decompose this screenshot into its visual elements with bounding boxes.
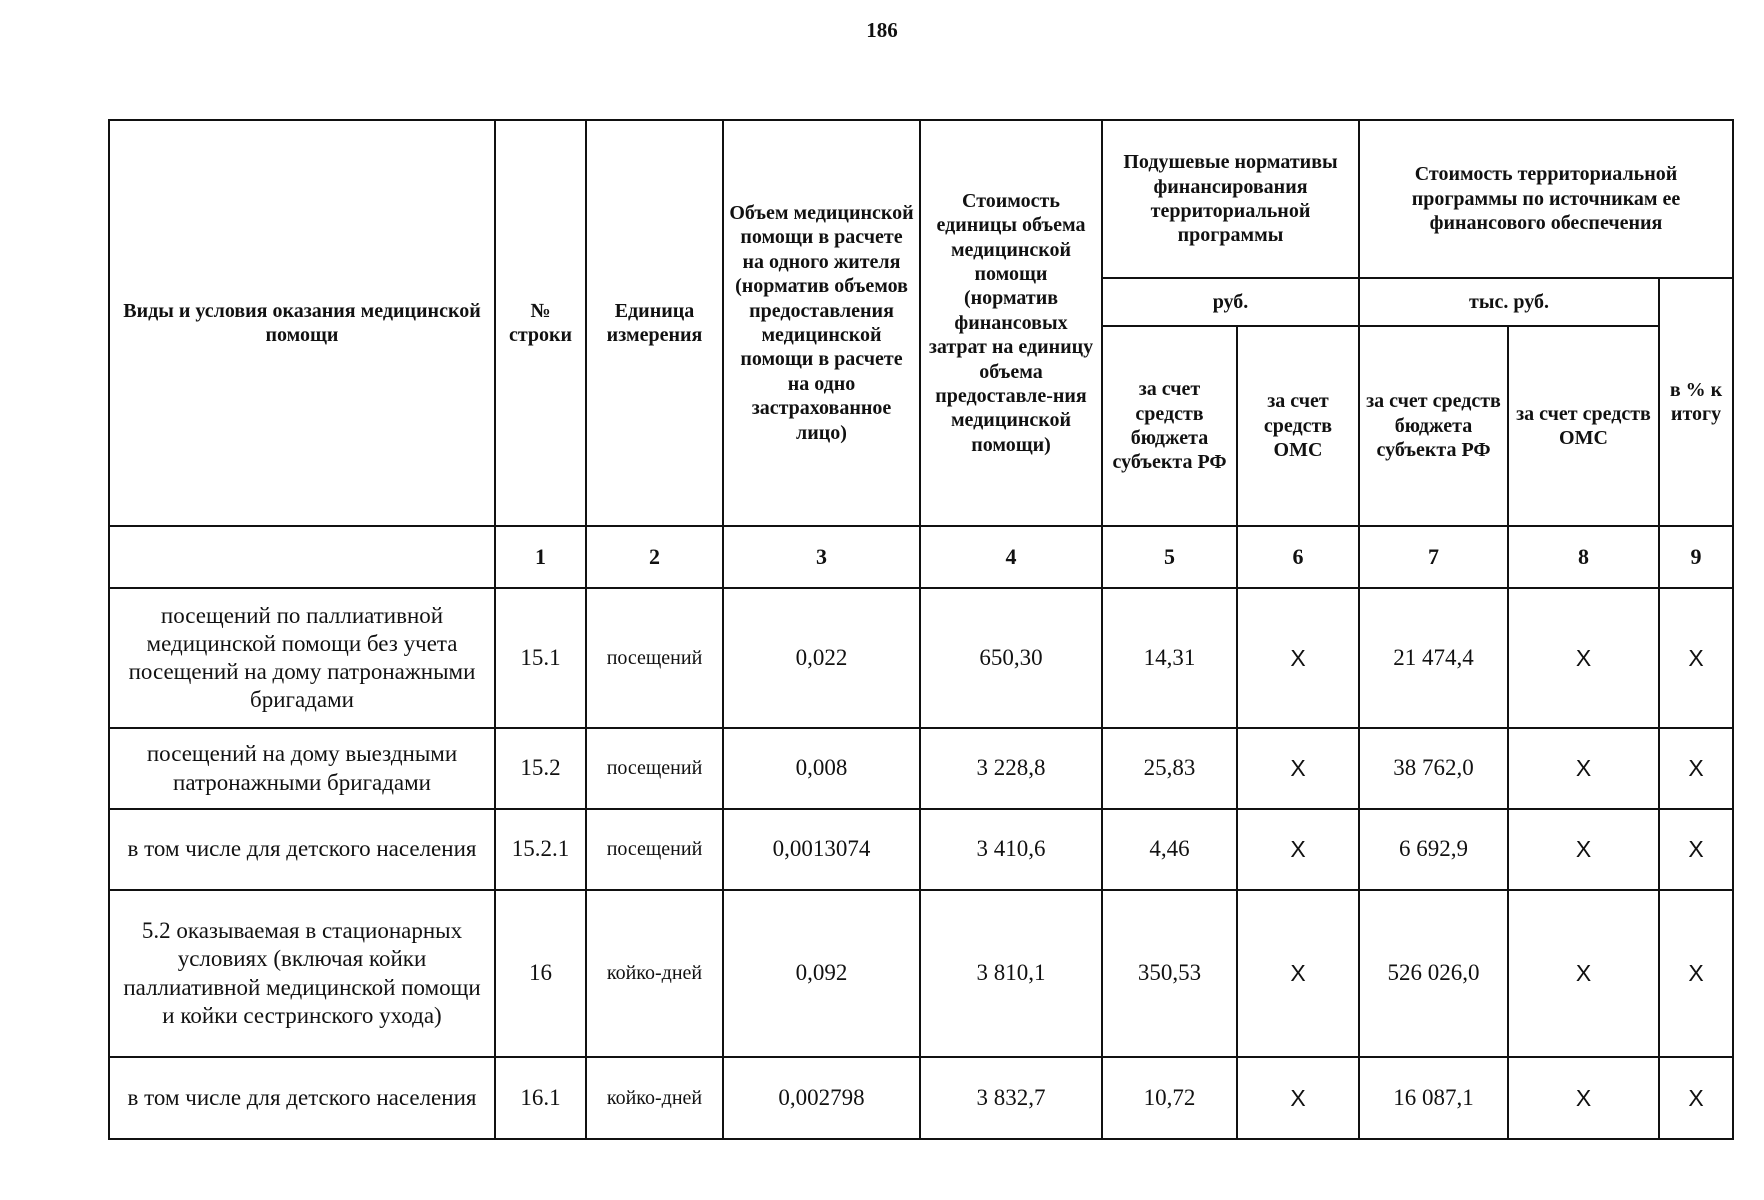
row-label: 5.2 оказываемая в стационарных условиях (включая койки паллиативной медицинской помощи и койки сестринского ухода) [109, 890, 495, 1057]
row-col7: 16 087,1 [1359, 1057, 1508, 1139]
row-col5: 14,31 [1102, 588, 1237, 728]
header-row-1 [109, 120, 1733, 278]
column-number [109, 526, 495, 588]
header-col8: за счет средств ОМС [1508, 326, 1659, 526]
row-volume: 0,092 [723, 890, 920, 1057]
column-number: 9 [1659, 526, 1733, 588]
header-program-cost: Стоимость территориальной программы по источникам ее финансового обеспечения [1359, 120, 1733, 278]
table-row [109, 588, 1733, 728]
row-col8: Х [1508, 1057, 1659, 1139]
header-unit-rub: руб. [1102, 278, 1359, 326]
row-volume: 0,008 [723, 728, 920, 809]
column-number: 3 [723, 526, 920, 588]
row-col6: Х [1237, 890, 1359, 1057]
row-volume: 0,0013074 [723, 809, 920, 890]
financing-table [108, 119, 1734, 1140]
row-cost: 3 832,7 [920, 1057, 1102, 1139]
row-number: 16 [495, 890, 586, 1057]
column-number: 1 [495, 526, 586, 588]
row-col7: 38 762,0 [1359, 728, 1508, 809]
row-label: в том числе для детского населения [109, 1057, 495, 1139]
row-col9: Х [1659, 890, 1733, 1057]
header-col9: в % к итогу [1659, 278, 1733, 526]
column-number: 8 [1508, 526, 1659, 588]
header-col6: за счет средств ОМС [1237, 326, 1359, 526]
table-row [109, 728, 1733, 809]
row-volume: 0,022 [723, 588, 920, 728]
row-number: 15.2.1 [495, 809, 586, 890]
row-cost: 3 228,8 [920, 728, 1102, 809]
row-col6: Х [1237, 588, 1359, 728]
table-row [109, 890, 1733, 1057]
row-col5: 25,83 [1102, 728, 1237, 809]
row-col7: 526 026,0 [1359, 890, 1508, 1057]
row-col8: Х [1508, 890, 1659, 1057]
header-unit: Единица измерения [586, 120, 723, 526]
column-number: 2 [586, 526, 723, 588]
row-cost: 3 810,1 [920, 890, 1102, 1057]
header-cost: Стоимость единицы объема медицинской помощи (норматив финансовых затрат на единицу объема предоставле-ния медицинской помощи) [920, 120, 1102, 526]
row-col8: Х [1508, 728, 1659, 809]
row-col5: 350,53 [1102, 890, 1237, 1057]
row-unit: койко-дней [586, 1057, 723, 1139]
column-number: 6 [1237, 526, 1359, 588]
row-unit: посещений [586, 809, 723, 890]
column-numbers-row [109, 526, 1733, 588]
row-col8: Х [1508, 588, 1659, 728]
row-col9: Х [1659, 809, 1733, 890]
row-number: 15.1 [495, 588, 586, 728]
row-label: посещений по паллиативной медицинской помощи без учета посещений на дому патронажными бригадами [109, 588, 495, 728]
row-number: 15.2 [495, 728, 586, 809]
row-col9: Х [1659, 728, 1733, 809]
row-unit: посещений [586, 728, 723, 809]
header-per-capita: Подушевые нормативы финансирования территориальной программы [1102, 120, 1359, 278]
row-unit: койко-дней [586, 890, 723, 1057]
column-number: 4 [920, 526, 1102, 588]
row-cost: 3 410,6 [920, 809, 1102, 890]
row-col9: Х [1659, 1057, 1733, 1139]
row-col7: 21 474,4 [1359, 588, 1508, 728]
header-col5: за счет средств бюджета субъекта РФ [1102, 326, 1237, 526]
row-col6: Х [1237, 1057, 1359, 1139]
row-cost: 650,30 [920, 588, 1102, 728]
row-col6: Х [1237, 728, 1359, 809]
header-row-no: № строки [495, 120, 586, 526]
row-col7: 6 692,9 [1359, 809, 1508, 890]
row-col9: Х [1659, 588, 1733, 728]
table-row [109, 1057, 1733, 1139]
header-col7: за счет средств бюджета субъекта РФ [1359, 326, 1508, 526]
row-unit: посещений [586, 588, 723, 728]
column-number: 5 [1102, 526, 1237, 588]
header-type: Виды и условия оказания медицинской помощи [109, 120, 495, 526]
row-label: посещений на дому выездными патронажными бригадами [109, 728, 495, 809]
row-label: в том числе для детского населения [109, 809, 495, 890]
header-unit-thousand-rub: тыс. руб. [1359, 278, 1659, 326]
page-number: 186 [866, 18, 898, 42]
table-row [109, 809, 1733, 890]
row-col6: Х [1237, 809, 1359, 890]
header-volume: Объем медицинской помощи в расчете на одного жителя (норматив объемов предоставления медицинской помощи в расчете на одно застрахованное лицо) [723, 120, 920, 526]
row-volume: 0,002798 [723, 1057, 920, 1139]
row-col8: Х [1508, 809, 1659, 890]
row-number: 16.1 [495, 1057, 586, 1139]
row-col5: 4,46 [1102, 809, 1237, 890]
row-col5: 10,72 [1102, 1057, 1237, 1139]
column-number: 7 [1359, 526, 1508, 588]
